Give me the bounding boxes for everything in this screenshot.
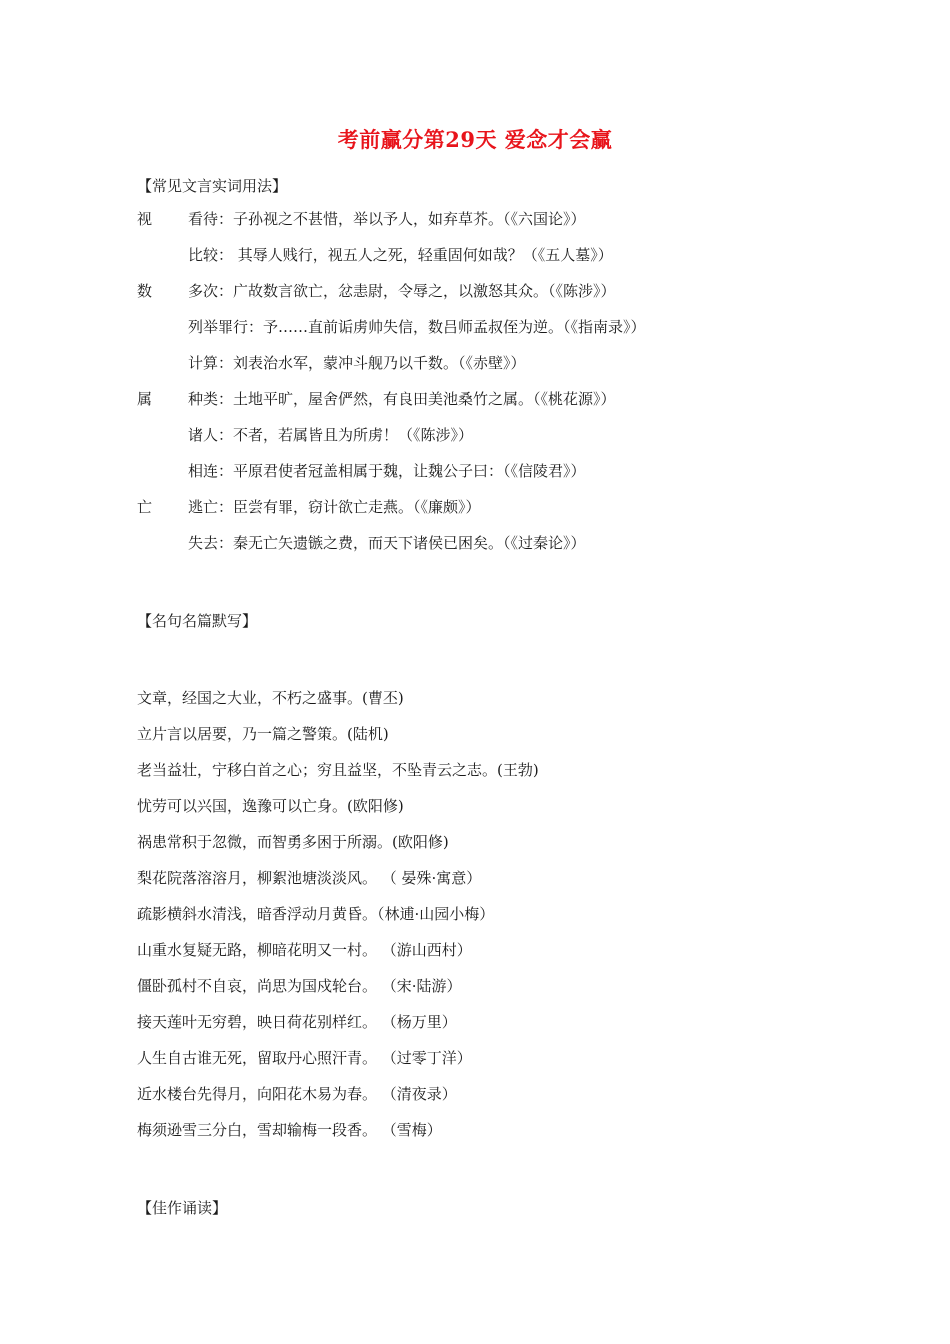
vocab-character: 视 — [137, 210, 153, 228]
quote-line: 文章，经国之大业，不朽之盛事。(曹丕) — [137, 689, 404, 707]
quote-line: 僵卧孤村不自哀，尚思为国戍轮台。 （宋·陆游） — [137, 977, 462, 995]
vocab-character: 属 — [137, 390, 153, 408]
quote-line: 祸患常积于忽微，而智勇多困于所溺。(欧阳修) — [137, 833, 449, 851]
section-heading-vocab: 【常见文言实词用法】 — [137, 177, 288, 195]
vocab-definition: 比较： 其辱人贱行，视五人之死，轻重固何如哉？（《五人墓》） — [188, 246, 613, 264]
quote-line: 立片言以居要，乃一篇之警策。(陆机) — [137, 725, 389, 743]
vocab-character: 亡 — [137, 498, 153, 516]
vocab-character: 数 — [137, 282, 153, 300]
quote-line: 忧劳可以兴国，逸豫可以亡身。(欧阳修) — [137, 797, 404, 815]
vocab-definition: 诸人：不者，若属皆且为所虏！（《陈涉》） — [188, 426, 474, 444]
quote-line: 接天莲叶无穷碧，映日荷花别样红。 （杨万里） — [137, 1013, 457, 1031]
quote-line: 老当益壮，宁移白首之心；穷且益坚，不坠青云之志。(王勃) — [137, 761, 539, 779]
section-heading-quotes: 【名句名篇默写】 — [137, 612, 258, 630]
quote-line: 梨花院落溶溶月，柳絮池塘淡淡风。 （ 晏殊·寓意） — [137, 869, 482, 887]
vocab-definition: 种类：土地平旷，屋舍俨然，有良田美池桑竹之属。（《桃花源》） — [188, 390, 616, 408]
vocab-definition: 列举罪行：予……直前诟虏帅失信，数吕师孟叔侄为逆。（《指南录》） — [188, 318, 646, 336]
quote-line: 梅须逊雪三分白，雪却输梅一段香。 （雪梅） — [137, 1121, 442, 1139]
vocab-definition: 看待：子孙视之不甚惜，举以予人，如弃草芥。（《六国论》） — [188, 210, 586, 228]
section-heading-reading: 【佳作诵读】 — [137, 1199, 228, 1217]
vocab-definition: 失去：秦无亡矢遗镞之费，而天下诸侯已困矣。（《过秦论》） — [188, 534, 586, 552]
quote-line: 疏影横斜水清浅，暗香浮动月黄昏。（林逋·山园小梅） — [137, 905, 495, 923]
vocab-definition: 逃亡：臣尝有罪，窃计欲亡走燕。（《廉颇》） — [188, 498, 481, 516]
quote-line: 山重水复疑无路，柳暗花明又一村。 （游山西村） — [137, 941, 472, 959]
vocab-definition: 多次：广故数言欲亡，忿恚尉，令辱之，以激怒其众。（《陈涉》） — [188, 282, 616, 300]
quote-line: 近水楼台先得月，向阳花木易为春。 （清夜录） — [137, 1085, 457, 1103]
vocab-definition: 相连：平原君使者冠盖相属于魏，让魏公子曰：（《信陵君》） — [188, 462, 586, 480]
vocab-definition: 计算：刘表治水军，蒙冲斗舰乃以千数。（《赤壁》） — [188, 354, 526, 372]
page-title: 考前赢分第29天 爱念才会赢 — [337, 127, 613, 152]
quote-line: 人生自古谁无死，留取丹心照汗青。 （过零丁洋） — [137, 1049, 472, 1067]
